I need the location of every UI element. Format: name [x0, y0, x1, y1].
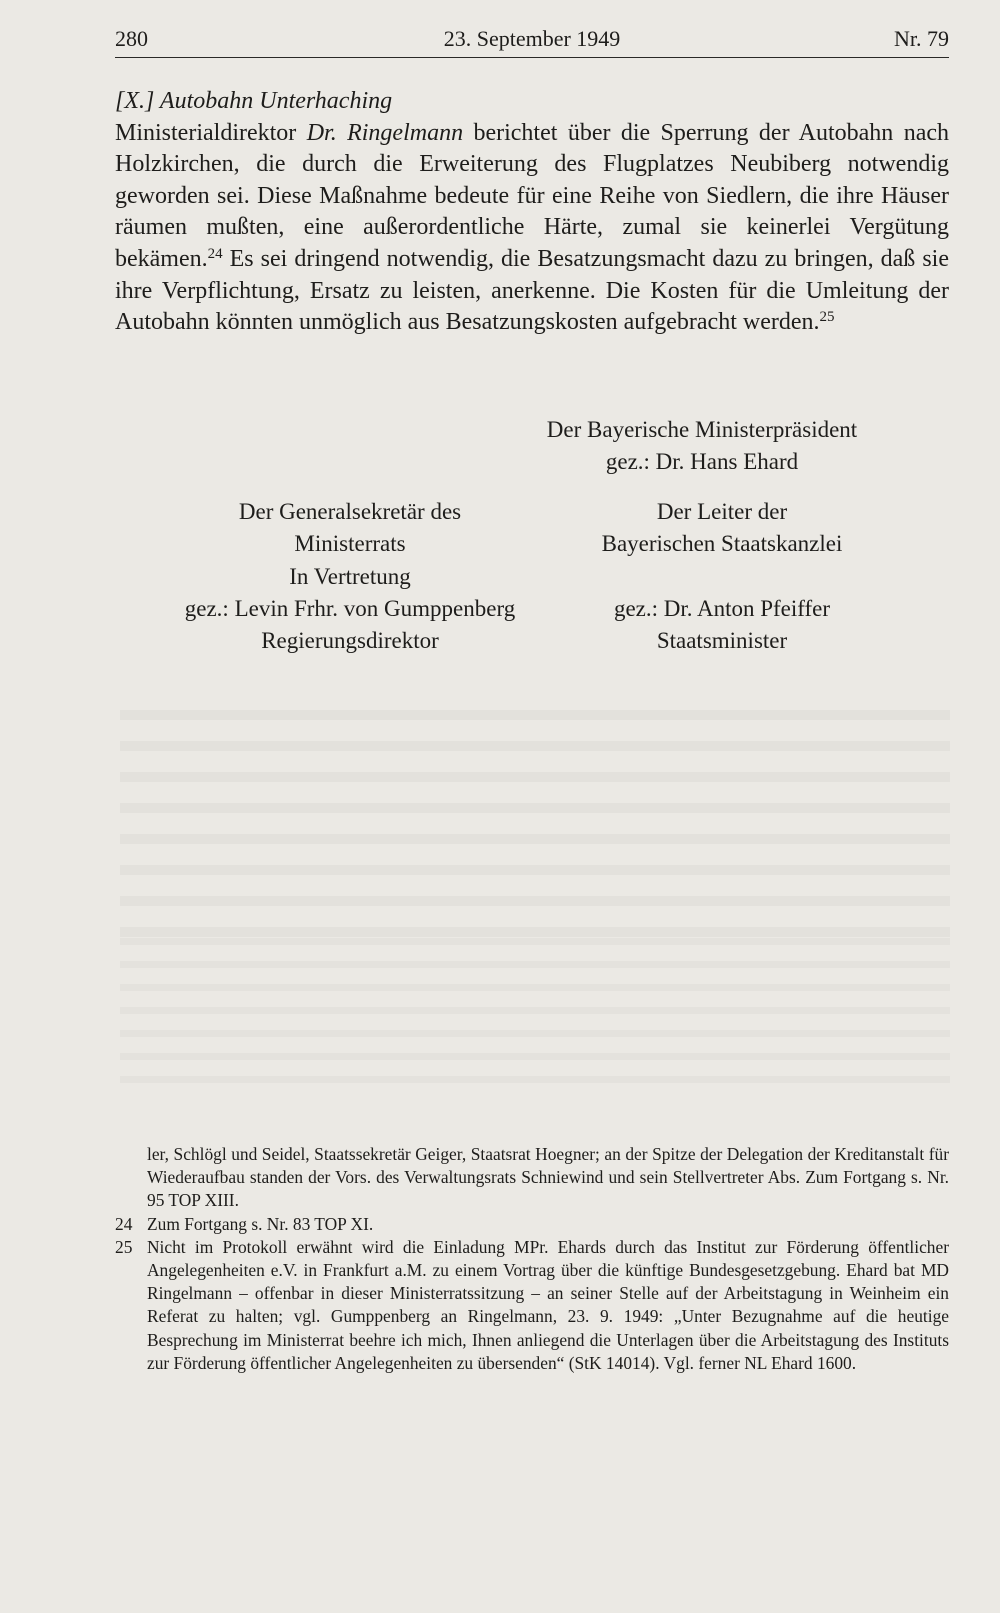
paragraph-text-1: berichtet über die Sperrung der Autobahn nach Holzkirchen, die durch die Erweiterung des Flugplatzes Neubiberg notwendig geworden sei. Diese Maßnahme bedeute für eine Reihe von Siedlern, die ihre Häuser räumen mußten, eine außerordentliche Härte, zumal sie keinerlei Vergütung bekämen. [115, 119, 949, 272]
footnote-25 [115, 1236, 949, 1375]
main-text [115, 86, 949, 339]
signature-title-cont: Bayerischen Staatskanzlei [601, 531, 843, 557]
footnote-continuation: ler, Schlögl und Seidel, Staatssekretär Geiger, Staatsrat Hoegner; an der Spitze der Delegation der Kreditanstalt für Wiederaufbau standen der Vors. des Verwaltungsrats Schniewind und sein Stellvertreter Abs. Zum Fortgang s. Nr. 95 TOP XIII. [147, 1144, 949, 1211]
section-heading: [X.] Autobahn Unterhaching [115, 88, 393, 114]
signature-name: gez.: Levin Frhr. von Gumppenberg [184, 595, 516, 621]
running-header [115, 26, 949, 58]
footnote-number: 25 [115, 1236, 133, 1257]
signature-title: Der Leiter der [656, 499, 788, 524]
header-date: 23. September 1949 [443, 26, 621, 51]
signature-name: gez.: Dr. Anton Pfeiffer [613, 595, 831, 621]
footnote-ref-25: 25 [819, 309, 835, 326]
signature-title: Der Generalsekretär des [238, 499, 462, 524]
signature-name: gez.: Dr. Hans Ehard [605, 449, 799, 475]
signature-rank: Staatsminister [656, 628, 788, 654]
signature-title-cont: Ministerrats [294, 531, 406, 557]
footnote-24 [115, 1213, 949, 1236]
footnote-ref-24: 24 [207, 245, 223, 262]
footnote-text: Zum Fortgang s. Nr. 83 TOP XI. [147, 1213, 374, 1234]
header-issue-number: Nr. 79 [894, 26, 949, 51]
paragraph-lead: Ministerialdirektor [115, 119, 307, 146]
speaker-name: Dr. Ringelmann [306, 119, 464, 146]
signature-deputy: In Vertretung [289, 563, 411, 589]
signature-title: Der Bayerische Ministerpräsident [546, 417, 858, 442]
signature-secretary [150, 496, 550, 657]
signature-president [540, 414, 864, 479]
footnote-number: 24 [115, 1213, 133, 1234]
footnote-text: Nicht im Protokoll erwähnt wird die Einladung MPr. Ehards durch das Institut zur Förderung öffentlicher Angelegenheiten e.V. in Frankfurt a.M. zu einem Vortrag über die künftige Bundesgesetzgebung. Ehard bat MD Ringelmann – offenbar in dieser Ministerratssitzung – an seiner Stelle auf der Arbeitstagung in Weinheim ein Referat zu halten; vgl. Gumppenberg an Ringelmann, 23. 9. 1949: „Unter Bezugnahme auf die heutige Besprechung im Ministerrat beehre ich mich, Ihnen anliegend die Unterlagen über die Arbeitstagung des Instituts zur Förderung öffentlicher Angelegenheiten zu übersenden“ (StK 14014). Vgl. ferner NL Ehard 1600. [147, 1236, 949, 1373]
signature-rank: Regierungsdirektor [261, 628, 439, 654]
section-paragraph [115, 118, 949, 339]
signature-chancellery [560, 496, 884, 657]
page-number: 280 [115, 26, 148, 51]
paragraph-text-2: Es sei dringend notwendig, die Besatzungsmacht dazu zu bringen, daß sie ihre Verpflichtung, Ersatz zu leisten, anerkenne. Die Kosten für die Umleitung der Autobahn könnten unmöglich aus Besatzungskosten aufgebracht werden. [115, 245, 949, 336]
header-rule [115, 57, 949, 58]
signature-spacer [560, 561, 884, 593]
footnotes [115, 1143, 949, 1375]
